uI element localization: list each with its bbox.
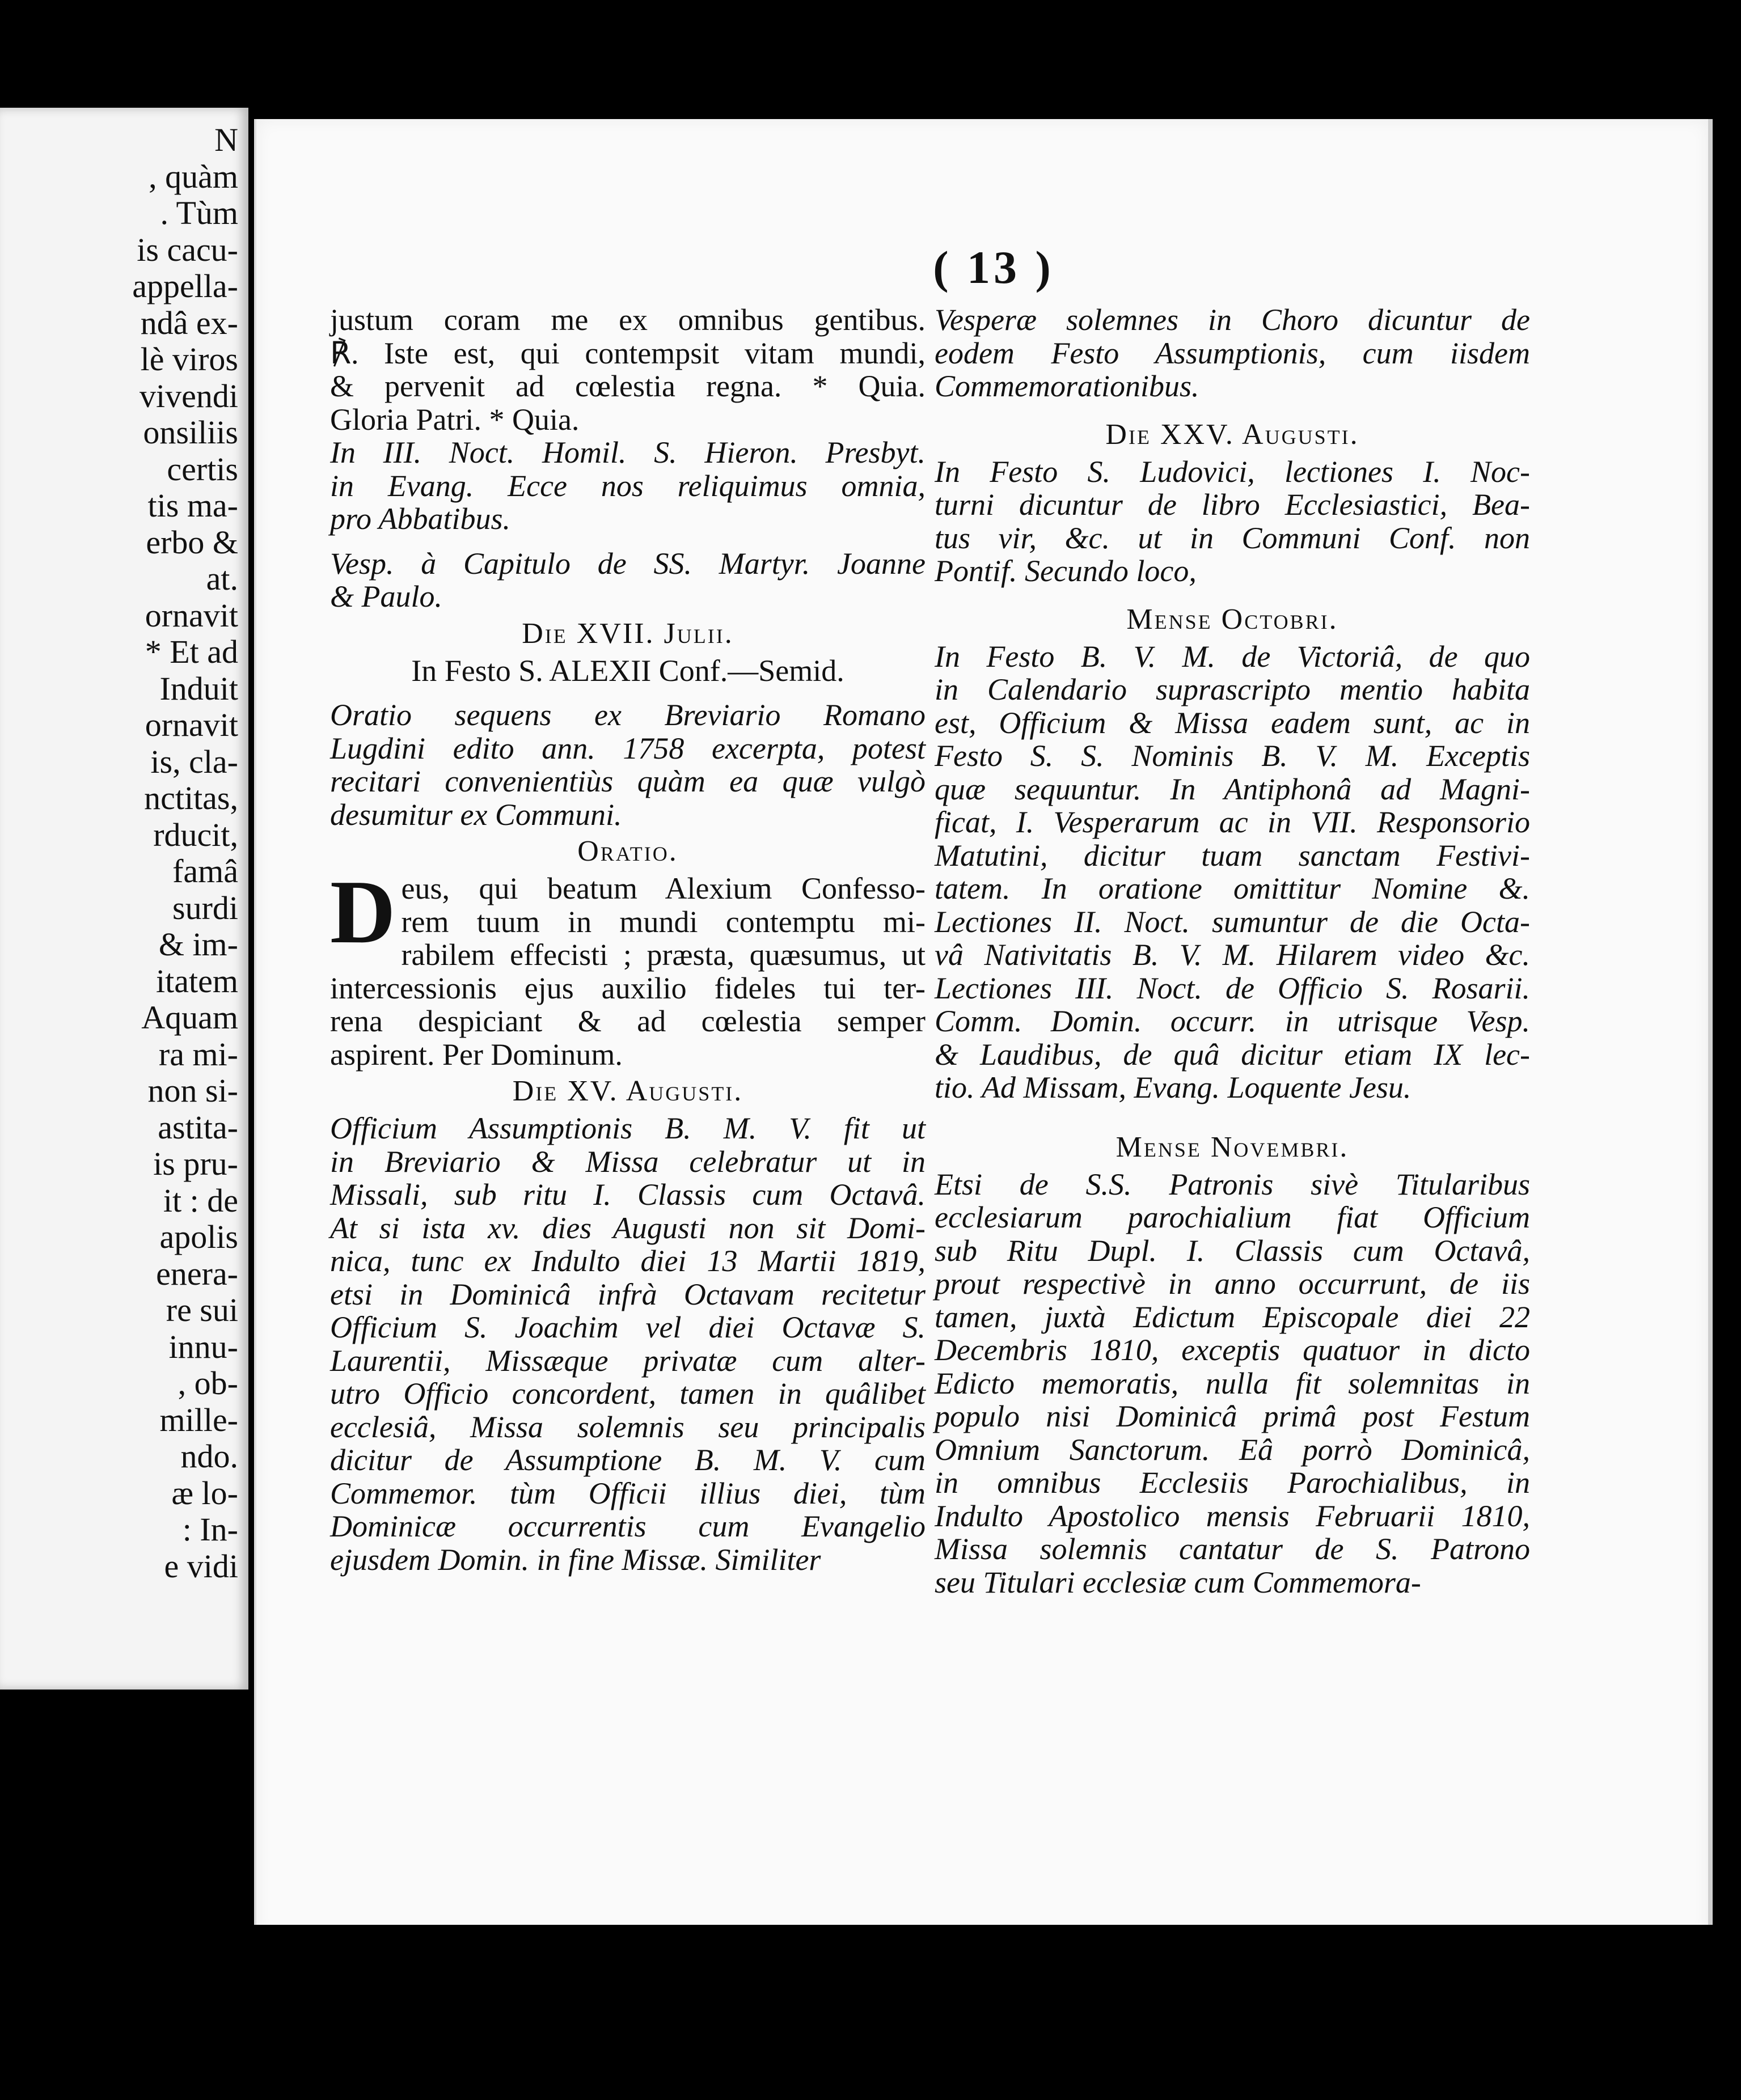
text-line: sub Ritu Dupl. I. Classis cum Octavâ, <box>935 1233 1530 1268</box>
text-line: eodem Festo Assumptionis, cum iisdem <box>935 336 1530 370</box>
text-line: Missa solemnis cantatur de S. Patrono <box>935 1532 1530 1566</box>
text-line: aspirent. Per Dominum. <box>330 1037 623 1072</box>
facing-page-text-fragment: surdi <box>172 889 238 926</box>
facing-page-text-fragment: Induit <box>159 670 238 707</box>
text-line: rabilem effecisti ; præsta, quæsumus, ut <box>401 938 926 972</box>
facing-page-text-fragment: ornavit <box>145 596 238 634</box>
text-line: populo nisi Dominicâ primâ post Festum <box>935 1399 1530 1433</box>
text-line: in Evang. Ecce nos reliquimus omnia, <box>330 468 926 503</box>
text-block <box>330 1112 926 1576</box>
facing-page-text-fragment: tis ma- <box>147 487 238 524</box>
text-line: tus vir, &c. ut in Communi Conf. non <box>935 520 1530 555</box>
text-block <box>935 455 1530 588</box>
text-line: Vesperæ solemnes in Choro dicuntur de <box>935 303 1530 337</box>
text-line: Officium Assumptionis B. M. V. fit ut <box>330 1111 926 1145</box>
facing-page-edge <box>0 108 248 1690</box>
section-heading: Die XXV. Augusti. <box>1105 418 1359 451</box>
text-line: prout respectivè in anno occurrunt, de iis <box>935 1267 1530 1301</box>
scan-border <box>0 1925 1741 2100</box>
facing-page-text-fragment: non si- <box>147 1072 238 1109</box>
facing-page-text-fragment: N <box>214 121 238 158</box>
facing-page-text-fragment: Aquam <box>141 999 238 1036</box>
text-line: utro Officio concordent, tamen in quâlibet <box>330 1377 926 1411</box>
text-line: Dominicæ occurrentis cum Evangelio <box>330 1509 926 1543</box>
text-line: nica, tunc ex Indulto diei 13 Martii 1819, <box>330 1244 926 1278</box>
facing-page-text-fragment: is, cla- <box>150 743 238 780</box>
facing-page-text-fragment: & im- <box>158 926 238 963</box>
text-line: Etsi de S.S. Patronis sivè Titularibus <box>935 1167 1530 1201</box>
text-line: justum coram me ex omnibus gentibus. <box>330 303 926 337</box>
facing-page-text-fragment: , ob- <box>178 1365 238 1402</box>
text-line: Matutini, dicitur tuam sanctam Festivi- <box>935 838 1530 873</box>
facing-page-text-fragment: * Et ad <box>145 633 238 670</box>
text-line: In Festo S. ALEXII Conf.—Semid. <box>411 653 844 688</box>
text-block <box>330 303 926 436</box>
facing-page-text-fragment: famâ <box>172 853 238 890</box>
facing-page-text-fragment: is pru- <box>153 1145 238 1182</box>
text-line: rena despiciant & ad cœlestia semper <box>330 1004 926 1038</box>
text-line: Commemor. tùm Officii illius diei, tùm <box>330 1476 926 1510</box>
facing-page-text-fragment: itatem <box>156 962 238 1000</box>
text-line: tatem. In oratione omittitur Nomine &. <box>935 871 1530 905</box>
text-line: Comm. Domin. occurr. in utrisque Vesp. <box>935 1004 1530 1038</box>
text-line: intercessionis ejus auxilio fideles tui ter- <box>330 971 926 1005</box>
section-heading: Die XVII. Julii. <box>522 617 734 650</box>
facing-page-text-fragment: at. <box>206 560 238 597</box>
facing-page-text-fragment: , quàm <box>149 158 238 195</box>
facing-page-text-fragment: æ lo- <box>171 1474 238 1512</box>
oratio-block <box>330 861 926 1072</box>
text-line: & Laudibus, de quâ dicitur etiam IX lec- <box>935 1037 1530 1072</box>
text-line: vâ Nativitatis B. V. M. Hilarem video &c. <box>935 938 1530 972</box>
facing-page-text-fragment: : In- <box>182 1511 238 1548</box>
left-column <box>330 303 926 1576</box>
facing-page-text-fragment: rducit, <box>153 816 238 853</box>
text-line: Decembris 1810, exceptis quatuor in dicto <box>935 1333 1530 1367</box>
text-line: Edicto memoratis, nulla fit solemnitas in <box>935 1366 1530 1400</box>
text-line: Lugdini edito ann. 1758 excerpta, potest <box>330 731 926 765</box>
text-line: & Paulo. <box>330 579 442 613</box>
text-line: In III. Noct. Homil. S. Hieron. Presbyt. <box>330 435 926 469</box>
text-line: At si ista xv. dies Augusti non sit Domi- <box>330 1210 926 1245</box>
text-line: dicitur de Assumptione B. M. V. cum <box>330 1443 926 1477</box>
drop-cap: D <box>330 861 396 962</box>
text-line: Missali, sub ritu I. Classis cum Octavâ. <box>330 1178 926 1212</box>
text-line: seu Titulari ecclesiæ cum Commemora- <box>935 1565 1421 1599</box>
text-line: quæ sequuntur. In Antiphonâ ad Magni- <box>935 772 1530 806</box>
section-heading: Mense Novembri. <box>1115 1131 1349 1163</box>
text-line: In Festo S. Ludovici, lectiones I. Noc- <box>935 454 1530 489</box>
text-block <box>330 547 926 613</box>
facing-page-text-fragment: is cacu- <box>137 231 238 268</box>
facing-page-text-fragment: certis <box>167 450 238 488</box>
text-line: ℟. Iste est, qui contempsit vitam mundi, <box>330 336 926 370</box>
text-line: eus, qui beatum Alexium Confesso- <box>401 871 926 905</box>
facing-page-text-fragment: onsiliis <box>143 414 238 451</box>
text-line: In Festo B. V. M. de Victoriâ, de quo <box>935 639 1530 674</box>
facing-page-text-fragment: mille- <box>159 1401 238 1438</box>
text-block <box>935 1168 1530 1599</box>
facing-page-text-fragment: astita- <box>158 1108 238 1146</box>
text-line: Omnium Sanctorum. Eâ porrò Dominicâ, <box>935 1432 1530 1467</box>
facing-page-text-fragment: ndâ ex- <box>140 304 238 341</box>
text-line: Festo S. S. Nominis B. V. M. Exceptis <box>935 739 1530 773</box>
text-line: Lectiones II. Noct. sumuntur de die Octa- <box>935 904 1530 939</box>
text-line: ecclesiarum parochialium fiat Officium <box>935 1200 1530 1234</box>
section-heading: Oratio. <box>577 835 678 867</box>
text-line: Gloria Patri. * Quia. <box>330 402 580 437</box>
text-line: Officium S. Joachim vel diei Octavæ S. <box>330 1310 926 1344</box>
text-line: Lectiones III. Noct. de Officio S. Rosarii. <box>935 971 1530 1005</box>
text-line: rem tuum in mundi contemptu mi- <box>401 904 926 939</box>
text-block <box>935 303 1530 403</box>
text-line: Commemorationibus. <box>935 369 1199 403</box>
text-line: Laurentii, Missæque privatæ cum alter- <box>330 1343 926 1378</box>
text-line: & pervenit ad cœlestia regna. * Quia. <box>330 369 926 403</box>
text-line: est, Officium & Missa eadem sunt, ac in <box>935 705 1530 740</box>
facing-page-text-fragment: re sui <box>166 1292 238 1328</box>
facing-page-text-fragment: innu- <box>168 1328 238 1365</box>
facing-page-text-fragment: ornavit <box>145 706 238 743</box>
text-line: Pontif. Secundo loco, <box>935 554 1197 588</box>
facing-page-text-fragment: ndo. <box>180 1438 238 1475</box>
text-line: etsi in Dominicâ infrà Octavam recitetur <box>330 1277 926 1311</box>
facing-page-text-fragment: apolis <box>159 1218 238 1255</box>
facing-page-text-fragment: it : de <box>163 1182 238 1219</box>
facing-page-text-fragment: e vidi <box>164 1547 238 1585</box>
text-line: turni dicuntur de libro Ecclesiastici, Bea- <box>935 488 1530 522</box>
text-block <box>935 640 1530 1104</box>
text-line: ficat, I. Vesperarum ac in VII. Responsorio <box>935 805 1530 839</box>
text-line: in omnibus Ecclesiis Parochialibus, in <box>935 1466 1530 1500</box>
section-heading: Mense Octobri. <box>1126 603 1338 636</box>
facing-page-text-fragment: erbo & <box>146 523 238 561</box>
text-line: Oratio sequens ex Breviario Romano <box>330 698 926 732</box>
page-number: ( 13 ) <box>933 242 1054 293</box>
text-line: ecclesiâ, Missa solemnis seu principalis <box>330 1409 926 1444</box>
text-line: in Calendario suprascripto mentio habita <box>935 672 1530 706</box>
text-line: in Breviario & Missa celebratur ut in <box>330 1144 926 1179</box>
book-page <box>254 119 1713 1939</box>
text-line: tamen, juxtà Edictum Episcopale diei 22 <box>935 1299 1530 1334</box>
facing-page-text-fragment: vivendi <box>140 377 238 414</box>
text-block <box>330 861 926 1072</box>
text-line: desumitur ex Communi. <box>330 797 622 832</box>
facing-page-text-fragment: ra mi- <box>158 1035 238 1073</box>
facing-page-text-fragment: lè viros <box>140 341 238 378</box>
text-line: ejusdem Domin. in fine Missæ. Similiter <box>330 1542 821 1577</box>
text-block <box>330 698 926 831</box>
section-heading: Die XV. Augusti. <box>512 1075 743 1107</box>
text-line: Indulto Apostolico mensis Februarii 1810, <box>935 1498 1530 1533</box>
facing-page-text-fragment: . Tùm <box>160 194 238 231</box>
text-line: tio. Ad Missam, Evang. Loquente Jesu. <box>935 1070 1412 1104</box>
text-line: recitari convenientiùs quàm ea quæ vulgò <box>330 764 926 798</box>
text-line: Vesp. à Capitulo de SS. Martyr. Joanne <box>330 546 926 581</box>
facing-page-text-fragment: enera- <box>156 1255 238 1292</box>
text-block <box>330 436 926 536</box>
text-line: pro Abbatibus. <box>330 502 511 536</box>
facing-page-text-fragment: nctitas, <box>144 780 238 816</box>
facing-page-text-fragment: appella- <box>132 268 238 304</box>
right-column <box>935 303 1530 1599</box>
